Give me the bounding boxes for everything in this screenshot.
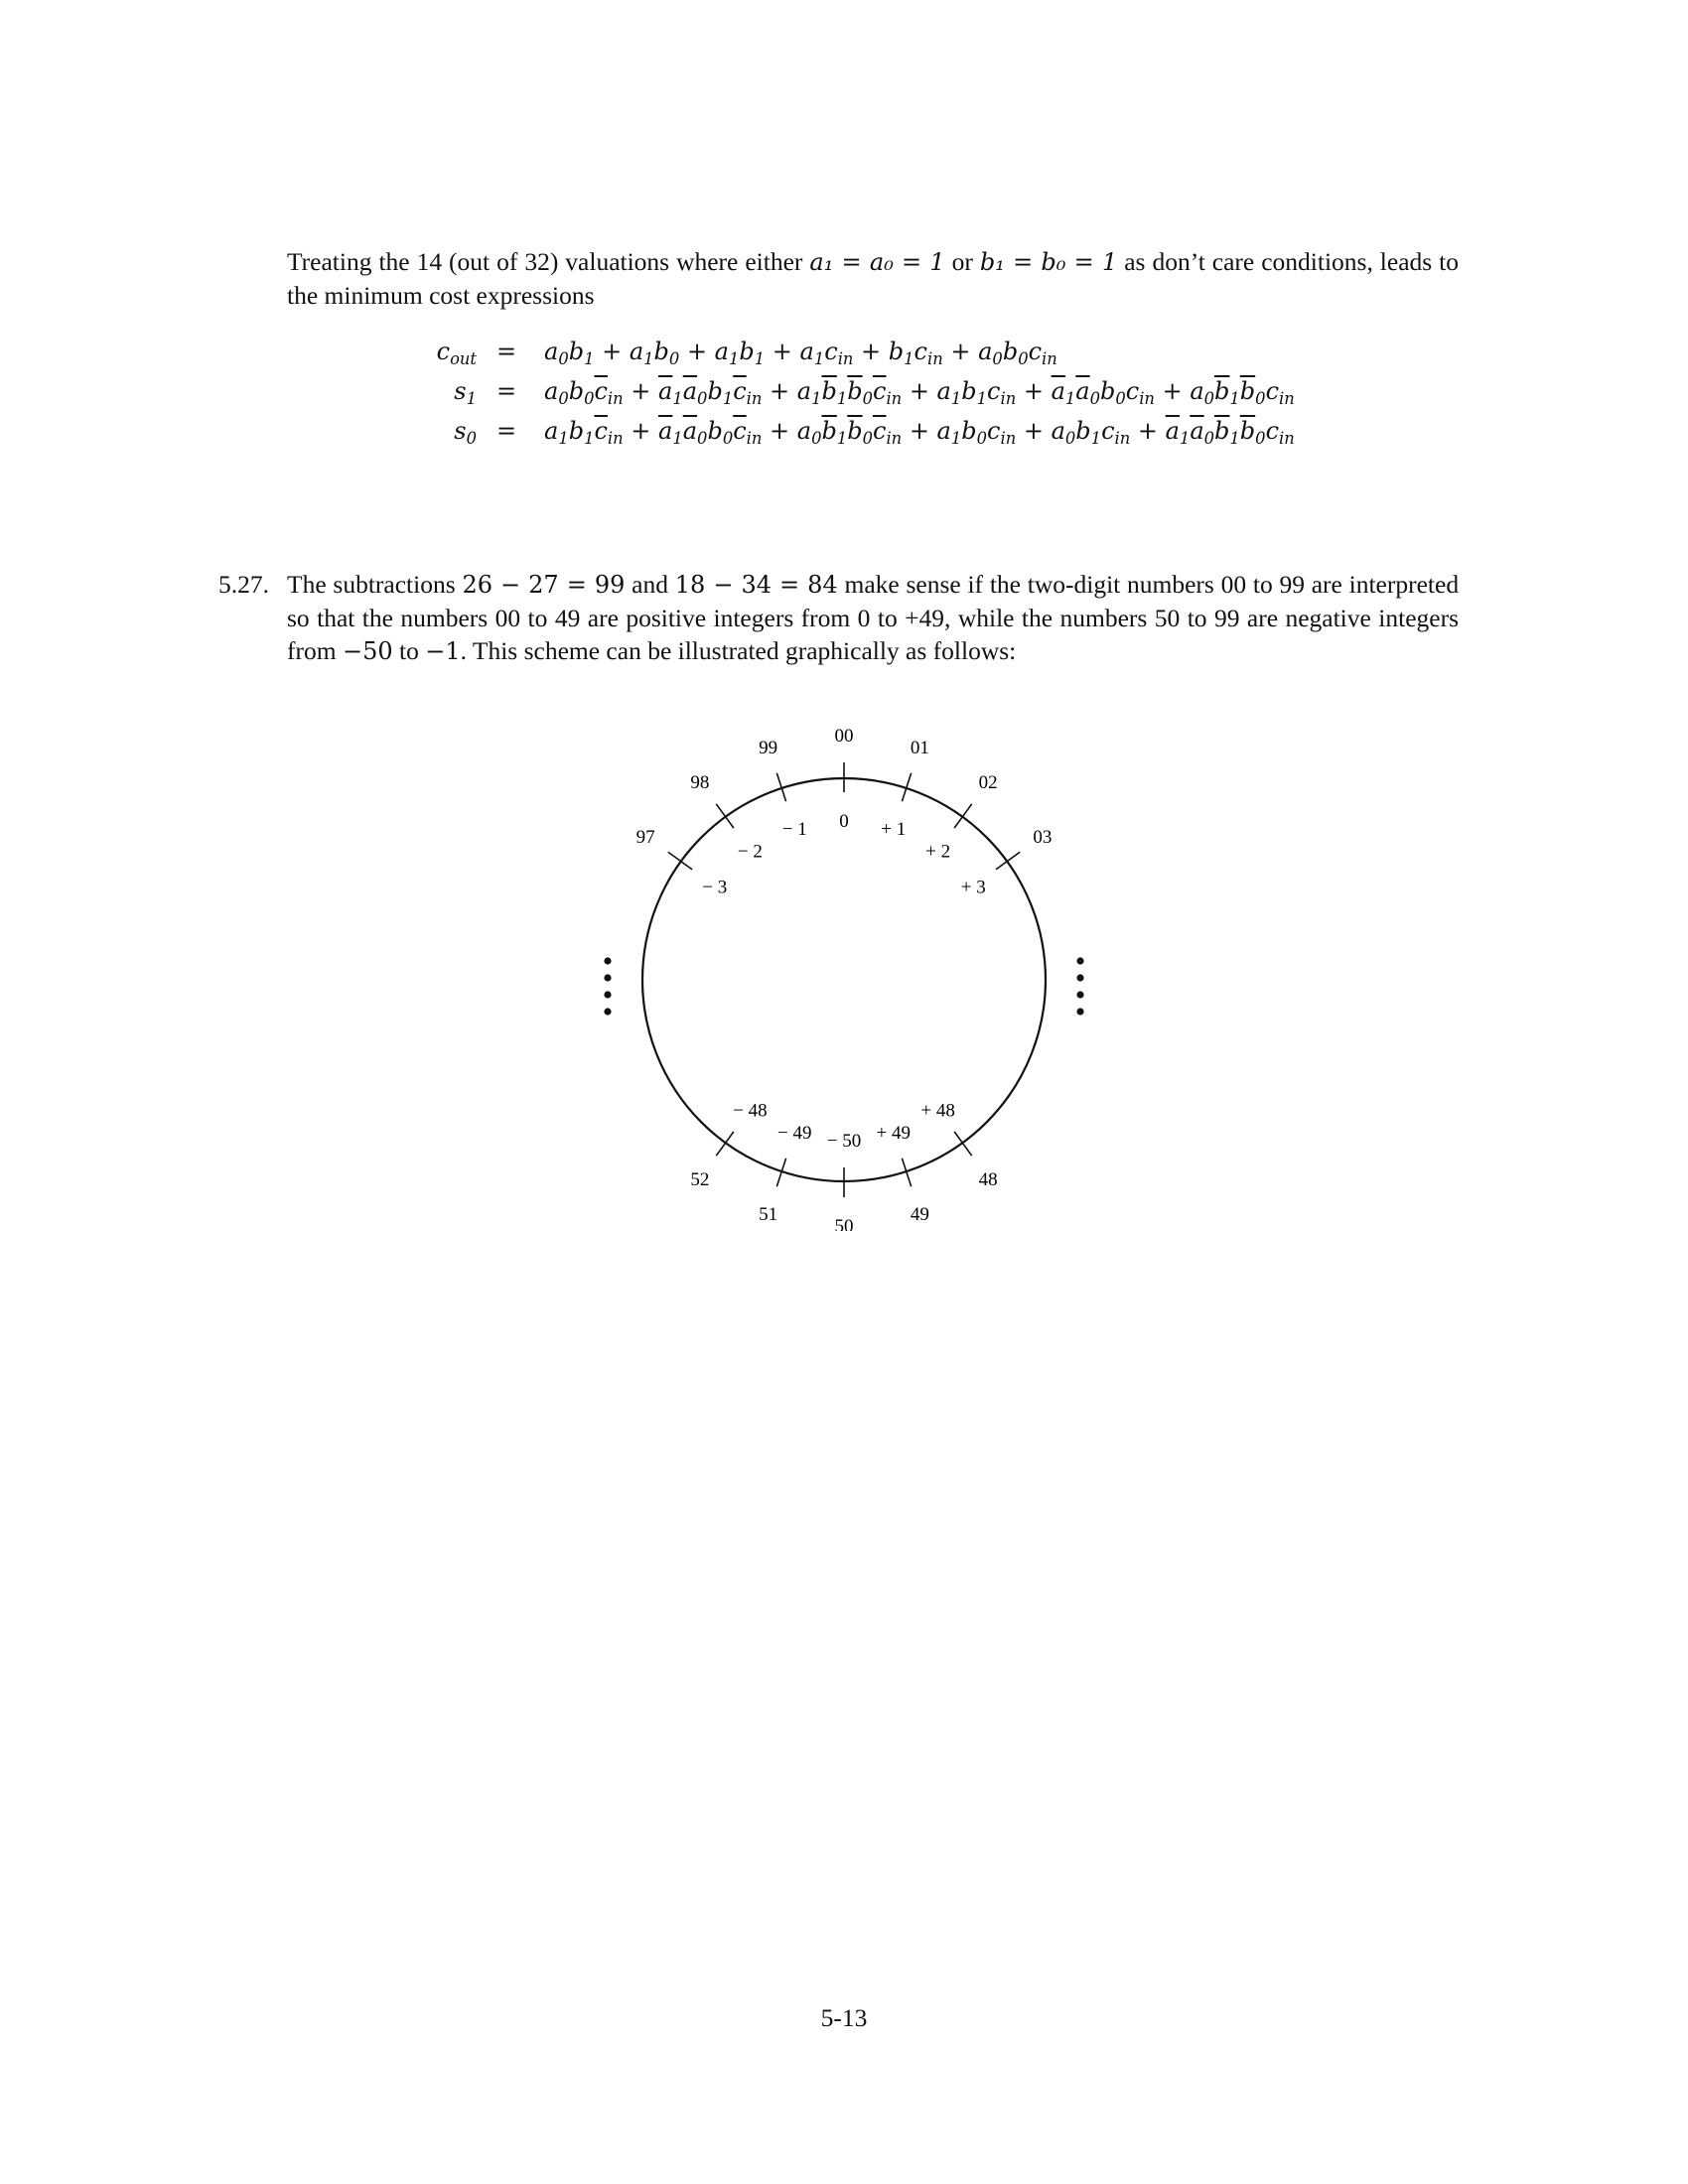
problem-text-2: and <box>632 570 668 599</box>
tick-group <box>636 726 1053 1231</box>
tick-label-outer: 99 <box>759 738 778 759</box>
tick-label-inner: − 1 <box>781 818 807 840</box>
number-circle-diagram <box>556 715 1132 1231</box>
ellipsis-right <box>1076 957 1083 1015</box>
equals-sign: = <box>496 338 517 365</box>
problem-text-5: . This scheme can be illustrated graphically as follows: <box>460 636 1017 665</box>
intro-paragraph <box>287 245 1459 312</box>
tick-label-inner: − 50 <box>826 1131 862 1152</box>
tick-label-outer: 51 <box>759 1203 778 1225</box>
tick-label-inner: − 49 <box>777 1123 812 1145</box>
tick-mark <box>954 804 972 828</box>
tick-mark <box>716 804 734 828</box>
tick-label-inner: + 2 <box>925 841 951 863</box>
subtraction-2: 18 − 34 = 84 <box>674 571 838 599</box>
equation-rhs: $a_0b_0\overline{c}_{in} + \overline{a}_1\overline{a}_0b_1\overline{c}_{in} + a_1\overline{b}_1\overline{b}_0\overline{c}_{in} + a_1b_1c_{in} + \overline{a}_1\overline{a}_0b_0c_{in} + a_0\overline{b}_1\overline{b}_0c_{in}$ <box>544 377 1295 408</box>
tick-label-inner: + 3 <box>960 877 986 898</box>
tick-label-inner: + 48 <box>920 1100 955 1122</box>
tick-label-inner: − 2 <box>737 841 763 863</box>
range-end: −1 <box>425 637 461 665</box>
subtraction-1: 26 − 27 = 99 <box>462 571 626 599</box>
tick-label-outer: 00 <box>834 726 854 747</box>
tick-label-outer: 48 <box>978 1168 998 1190</box>
equation-lhs: $s_1$ <box>454 377 477 408</box>
condition-a: a₁ = a₀ = 1 <box>809 248 945 276</box>
range-start: −50 <box>342 637 393 665</box>
tick-label-outer: 01 <box>910 738 929 759</box>
equation-rhs: $a_0b_1 + a_1b_0 + a_1b_1 + a_1c_{in} + b_1c_{in} + a_0b_0c_{in}$ <box>544 338 1057 368</box>
tick-label-outer: 49 <box>910 1203 929 1225</box>
equation-rhs: $a_1b_1\overline{c}_{in} + \overline{a}_1\overline{a}_0b_0\overline{c}_{in} + a_0\overline{b}_1\overline{b}_0\overline{c}_{in} + a_1b_0c_{in} + a_0b_1c_{in} + \overline{a}_1\overline{a}_0\overline{b}_1\overline{b}_0c_{in}$ <box>544 417 1295 448</box>
tick-label-outer: 52 <box>690 1168 710 1190</box>
ellipsis-left <box>604 957 611 1015</box>
equals-sign: = <box>496 417 517 445</box>
tick-label-inner: + 1 <box>881 818 907 840</box>
tick-label-outer: 98 <box>690 772 710 794</box>
equation-lhs: $c_{out}$ <box>436 338 477 368</box>
problem-paragraph <box>287 568 1459 668</box>
tick-mark <box>668 852 692 870</box>
page-number: 5-13 <box>820 2003 868 2032</box>
intro-text-1: Treating the 14 (out of 32) valuations where either <box>287 247 803 276</box>
tick-mark <box>716 1132 734 1156</box>
equals-sign: = <box>496 377 517 405</box>
tick-label-outer: 50 <box>834 1216 854 1231</box>
problem-text-3: make sense if the two-digit numbers 00 to 99 are interpreted so that the numbers 00 to 49 are positive integers from 0 to +49, while the numbers 50 to 99 are negative integers from <box>287 570 1460 665</box>
tick-label-inner: − 3 <box>702 877 728 898</box>
problem-number: 5.27. <box>218 570 269 599</box>
tick-mark <box>954 1132 972 1156</box>
tick-label-outer: 03 <box>1033 826 1053 848</box>
tick-mark <box>996 852 1020 870</box>
tick-label-outer: 02 <box>978 772 998 794</box>
condition-b: b₁ = b₀ = 1 <box>979 248 1118 276</box>
tick-label-inner: 0 <box>839 811 849 832</box>
problem-text-4: to <box>398 636 419 665</box>
intro-text-2: as don’t care conditions, leads to the minimum cost expressions <box>287 247 1460 310</box>
intro-or: or <box>951 247 973 276</box>
number-circle <box>642 778 1046 1181</box>
tick-label-inner: + 49 <box>876 1123 911 1145</box>
problem-text-1: The subtractions <box>287 570 456 599</box>
tick-label-inner: − 48 <box>733 1100 768 1122</box>
equation-lhs: $s_0$ <box>454 417 477 448</box>
tick-label-outer: 97 <box>635 826 655 848</box>
